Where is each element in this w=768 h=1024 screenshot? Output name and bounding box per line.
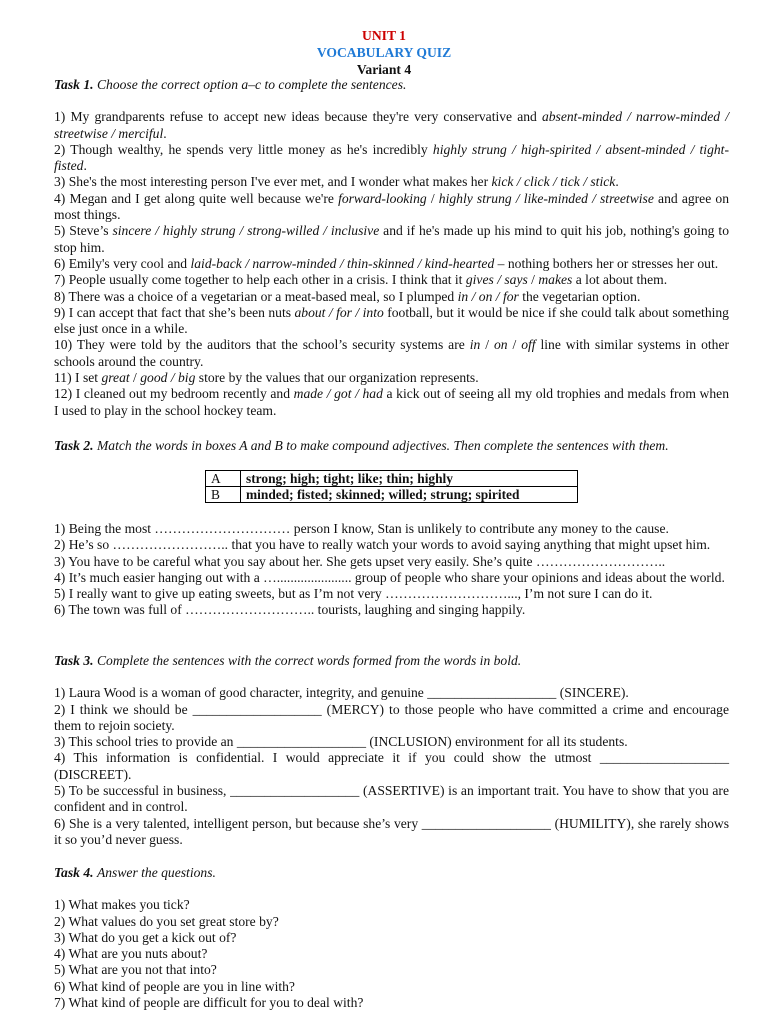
task4-instruction: Answer the questions. — [96, 865, 216, 880]
task4-list — [54, 897, 729, 1011]
sentence-text: 1) My grandparents refuse to accept new ideas because they're very conservative and — [54, 109, 542, 125]
task1-item — [54, 305, 729, 338]
option-set: in — [469, 337, 481, 353]
task2-item: 6) The town was full of ……………………….. tourists, laughing and singing happily. — [54, 602, 526, 618]
task3-item: 2) I think we should be ___________________ (MERCY) to those people who have committed a crime and encourage them to rejoin society. — [54, 701, 729, 733]
task4-name: Task 4. — [54, 865, 94, 880]
unit-title: UNIT 1 — [362, 28, 406, 43]
task2-item: 4) It’s much easier hanging out with a …...................... group of people who share your opinions and ideas about the world. — [54, 569, 725, 585]
option-set: made / got / had — [293, 386, 383, 402]
sentence-text: 5) Steve’s — [54, 223, 113, 239]
task2-section — [54, 438, 729, 454]
task1-item — [54, 370, 729, 386]
option-set: absent-minded / narrow-minded / streetwise / merciful — [54, 109, 729, 141]
task1-item — [54, 223, 729, 256]
table-row-a — [206, 471, 578, 487]
task2-item: 1) Being the most ………………………… person I know, Stan is unlikely to contribute any money to the cause. — [54, 521, 669, 536]
task4-question: 7) What kind of people are difficult for you to deal with? — [54, 995, 364, 1011]
task1-item — [54, 191, 729, 224]
box-b-label: B — [206, 487, 241, 503]
task2-heading — [54, 438, 729, 454]
sentence-text: 12) I cleaned out my bedroom recently and — [54, 386, 294, 402]
sentence-text: 2) Though wealthy, he spends very little money as he's incredibly — [54, 141, 433, 157]
sentence-text: / — [480, 337, 494, 353]
task1-list — [54, 109, 729, 419]
option-set: kick / click / tick / stick — [491, 174, 616, 190]
task1-name: Task 1. — [54, 77, 94, 92]
task3-section — [54, 653, 729, 848]
task4-question: 1) What makes you tick? — [54, 897, 190, 913]
compound-words-table — [205, 470, 578, 503]
task2-item: 3) You have to be careful what you say about her. She gets upset very easily. She’s quite ……………………….. — [54, 553, 666, 569]
sentence-text: line with similar systems in other schools around the country. — [54, 337, 730, 369]
option-set: on — [493, 337, 508, 353]
task3-heading — [54, 653, 729, 669]
task1-instruction: Choose the correct option a–c to complete the sentences. — [96, 77, 407, 92]
sentence-text: 11) I set — [54, 370, 102, 386]
option-set: makes — [538, 272, 573, 288]
task2-name: Task 2. — [54, 438, 94, 453]
sentence-text: 6) Emily's very cool and — [54, 255, 191, 271]
task3-name: Task 3. — [54, 653, 94, 668]
option-set: highly strung / like-minded / streetwise — [438, 190, 654, 206]
task3-item: 5) To be successful in business, ___________________ (ASSERTIVE) is an important trait. You have to show that you are confident and in control. — [54, 783, 729, 815]
sentence-text: the vegetarian option. — [518, 288, 641, 304]
sentence-text: / — [129, 370, 141, 386]
task3-item: 6) She is a very talented, intelligent person, but because she’s very ___________________ (HUMILITY), she rarely shows it so you’d never guess. — [54, 815, 729, 847]
task1-item — [54, 289, 729, 305]
variant-label: Variant 4 — [356, 62, 412, 77]
task1-item — [54, 109, 729, 142]
task4-question: 6) What kind of people are you in line with? — [54, 978, 295, 994]
sentence-text: / — [527, 272, 539, 288]
box-b-words: minded; fisted; skinned; willed; strung; spirited — [241, 487, 578, 503]
task3-item: 3) This school tries to provide an ___________________ (INCLUSION) environment for all its students. — [54, 734, 628, 750]
sentence-text: . — [83, 158, 87, 174]
task4-question: 5) What are you not that into? — [54, 962, 217, 978]
sentence-text: a lot about them. — [572, 272, 668, 288]
task3-item: 1) Laura Wood is a woman of good character, integrity, and genuine ___________________ (SINCERE). — [54, 685, 629, 701]
sentence-text: a kick out of seeing all my old trophies and medals from when I used to play in the school hockey team. — [54, 386, 729, 418]
task3-instruction: Complete the sentences with the correct words formed from the words in bold. — [96, 653, 522, 668]
sentence-text: and agree on most things. — [54, 190, 729, 223]
option-set: great — [101, 370, 130, 386]
task3-item: 4) This information is confidential. I would appreciate it if you could show the utmost ___________________ (DISCREET). — [54, 750, 729, 782]
sentence-text: 8) There was a choice of a vegetarian or a meat-based meal, so I plumped — [54, 288, 458, 304]
option-set: forward-looking — [338, 190, 427, 206]
sentence-text: . — [163, 125, 167, 141]
sentence-text: / — [507, 337, 522, 353]
task1-item — [54, 256, 729, 272]
option-set: laid-back / narrow-minded / thin-skinned / kind-hearted — [190, 255, 495, 271]
task2-item: 2) He’s so …………………….. that you have to really watch your words to avoid saying anything that might upset him. — [54, 537, 711, 553]
task3-list — [54, 685, 729, 848]
sentence-text: store by the values that our organization represents. — [195, 370, 479, 386]
table-row-b — [206, 487, 578, 503]
task2-list — [54, 521, 729, 619]
option-set: off — [521, 337, 536, 353]
sentence-text: football, but it would be nice if she could talk about something else just once in a while. — [54, 304, 729, 337]
sentence-text: 9) I can accept that fact that she’s been nuts — [54, 304, 295, 320]
sentence-text: 10) They were told by the auditors that the school’s security systems are — [54, 337, 470, 353]
sentence-text: – nothing bothers her or stresses her out. — [494, 255, 719, 271]
option-set: highly strung / high-spirited / absent-minded / tight-fisted — [54, 141, 729, 174]
option-set: gives / says — [465, 272, 528, 288]
sentence-text: and if he's made up his mind to quit his job, nothing's going to stop him. — [54, 223, 729, 255]
task1-item — [54, 337, 729, 370]
sentence-text: . — [615, 174, 619, 190]
task4-question: 3) What do you get a kick out of? — [54, 929, 237, 945]
task4-heading — [54, 865, 729, 881]
option-set: sincere / highly strung / strong-willed / inclusive — [112, 223, 380, 239]
option-set: in / on / for — [457, 288, 519, 304]
sentence-text: / — [426, 190, 439, 206]
task1-item — [54, 272, 729, 288]
task1-item — [54, 142, 729, 175]
sentence-text: 7) People usually come together to help each other in a crisis. I think that it — [54, 272, 466, 288]
task2-item: 5) I really want to give up eating sweets, but as I’m not very ………………………..., I’m not sure I can do it. — [54, 586, 653, 602]
sentence-text: 3) She's the most interesting person I've ever met, and I wonder what makes her — [54, 174, 492, 190]
task1-item — [54, 174, 729, 190]
box-a-label: A — [206, 471, 241, 487]
task4-question: 2) What values do you set great store by? — [54, 913, 279, 929]
task4-question: 4) What are you nuts about? — [54, 946, 208, 962]
task1-heading — [54, 77, 729, 93]
task1-item — [54, 386, 729, 419]
quiz-title: VOCABULARY QUIZ — [316, 45, 452, 60]
option-set: good / big — [140, 370, 196, 386]
task2-list-wrap — [54, 521, 729, 619]
task4-section — [54, 865, 729, 1011]
sentence-text: 4) Megan and I get along quite well because we're — [54, 190, 339, 206]
task2-instruction: Match the words in boxes A and B to make compound adjectives. Then complete the sentences with them. — [96, 438, 669, 453]
box-a-words: strong; high; tight; like; thin; highly — [241, 471, 578, 487]
option-set: about / for / into — [294, 304, 384, 320]
task1-section — [54, 77, 729, 419]
